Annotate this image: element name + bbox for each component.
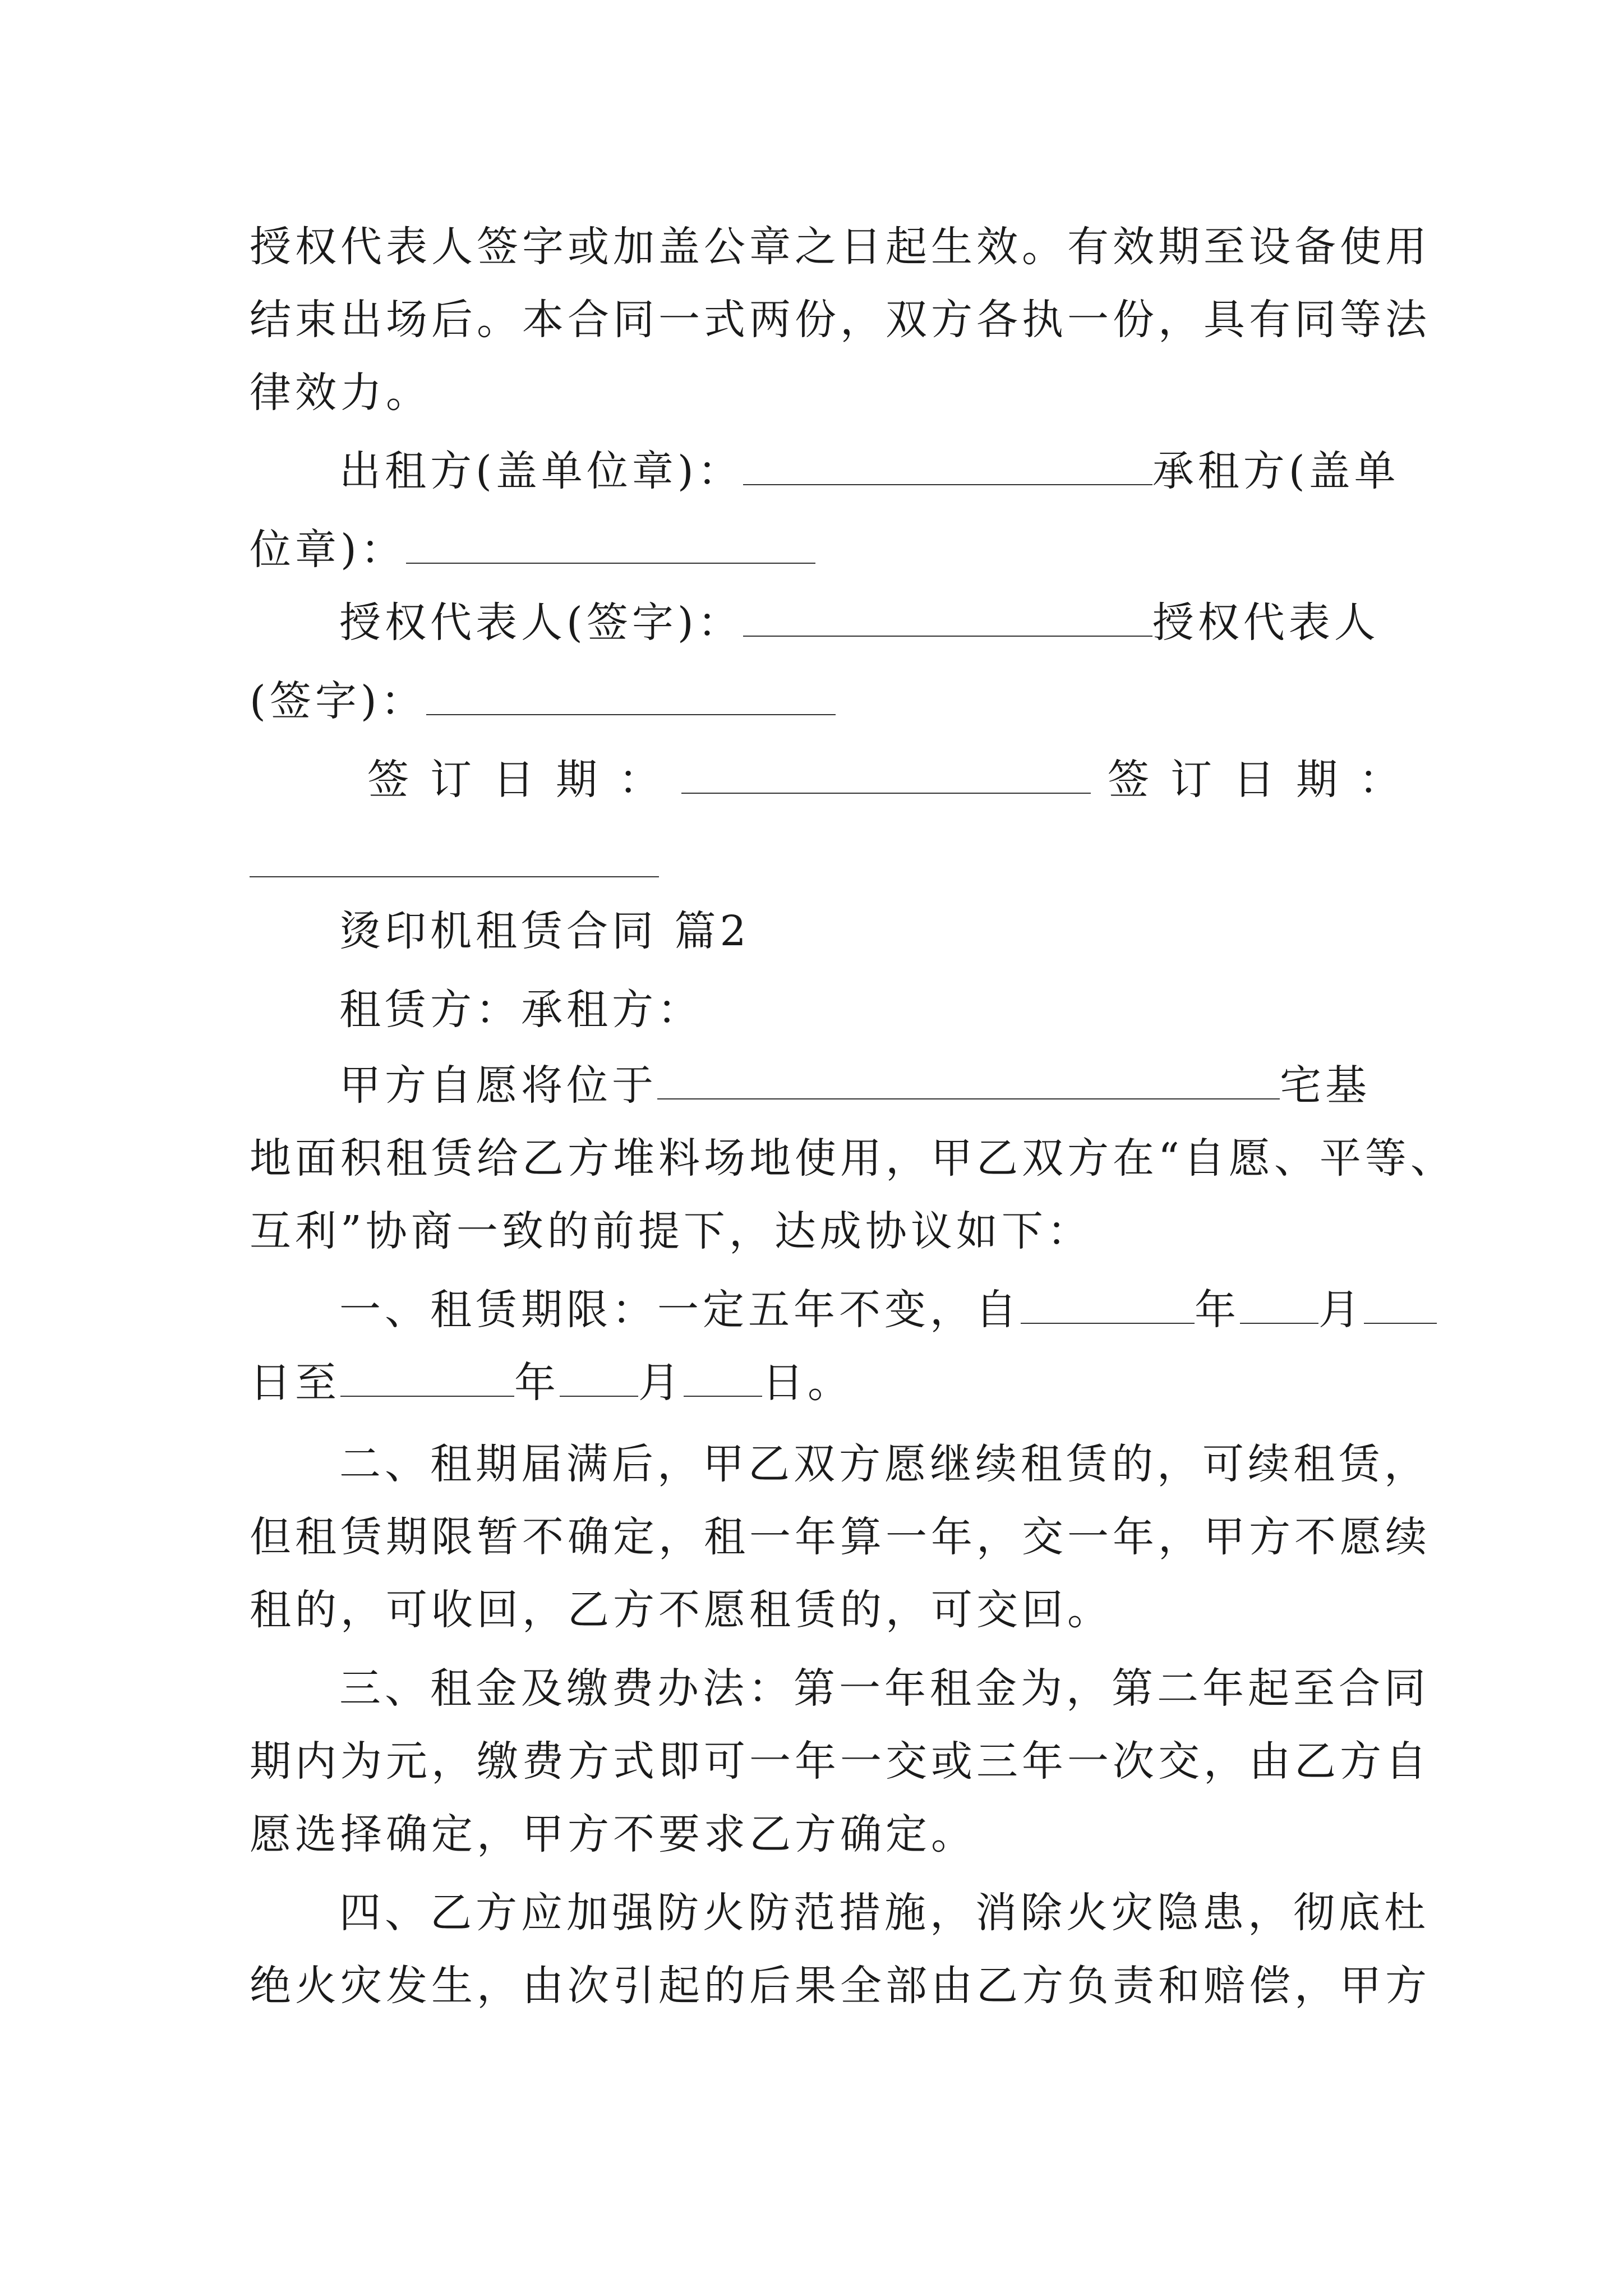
- lessee-rep-label-part2: (签字)：: [250, 677, 426, 725]
- clause-2-line-1: 二、租期届满后，甲乙双方愿继续租赁的，可续租赁，: [339, 1440, 1430, 1488]
- location-blank: [657, 1059, 1280, 1099]
- lessor-seal-blank: [743, 445, 1152, 485]
- clause-1-year2-label: 年: [514, 1359, 560, 1407]
- start-month-blank: [1240, 1283, 1318, 1324]
- intro-line-3: 互利”协商一致的前提下，达成协议如下：: [250, 1207, 1092, 1255]
- lessor-rep-row: [339, 595, 1388, 651]
- paragraph-1-line-2: 结束出场后。本合同一式两份，双方各执一份，具有同等法: [250, 296, 1431, 344]
- intro-prefix: 甲方自愿将位于: [339, 1061, 657, 1110]
- lessor-seal-row: [339, 443, 1400, 499]
- signing-date-blank-2: [250, 876, 659, 877]
- parties-line: 租赁方：承租方：: [339, 986, 703, 1034]
- signing-date-blank-1: [681, 753, 1091, 794]
- clause-3-line-3: 愿选择确定，甲方不要求乙方确定。: [250, 1810, 976, 1858]
- clause-1-year-label: 年: [1195, 1286, 1240, 1334]
- end-month-blank: [560, 1356, 638, 1397]
- clause-4-line-1: 四、乙方应加强防火防范措施，消除火灾隐患，彻底杜: [339, 1889, 1430, 1937]
- clause-1-month-label: 月: [1318, 1286, 1364, 1334]
- paragraph-1-line-3: 律效力。: [250, 369, 431, 417]
- clause-1-month2-label: 月: [638, 1359, 684, 1407]
- signing-date-label-1: 签订日期：: [367, 756, 681, 804]
- lessor-rep-label: 授权代表人(签字)：: [339, 599, 743, 647]
- lessee-seal-label-part2: 位章)：: [250, 526, 406, 574]
- clause-1-day-to: 日至: [250, 1359, 340, 1407]
- intro-line-2: 地面积租赁给乙方堆料场地使用，甲乙双方在“自愿、平等、: [250, 1134, 1456, 1182]
- lessee-rep-label-part1: 授权代表人: [1152, 599, 1380, 647]
- contract-2-title: 烫印机租赁合同 篇2: [339, 907, 750, 955]
- lessee-seal-blank: [406, 523, 815, 564]
- clause-3-line-2: 期内为元，缴费方式即可一年一交或三年一次交，由乙方自: [250, 1737, 1431, 1786]
- signing-date-row: [367, 752, 1422, 808]
- lessee-seal-label-part1: 承租方(盖单: [1152, 447, 1400, 495]
- clause-2-line-2: 但租赁期限暂不确定，租一年算一年，交一年，甲方不愿续: [250, 1513, 1431, 1561]
- clause-4-line-2: 绝火灾发生，由次引起的后果全部由乙方负责和赔偿，甲方: [250, 1962, 1431, 2010]
- lessee-seal-row: [250, 522, 1388, 578]
- lessor-seal-label: 出租方(盖单位章)：: [339, 447, 743, 495]
- signing-date-label-2: 签订日期：: [1108, 756, 1422, 804]
- end-day-blank: [684, 1356, 762, 1397]
- start-year-blank: [1021, 1283, 1195, 1324]
- clause-2-line-3: 租的，可收回，乙方不愿租赁的，可交回。: [250, 1586, 1113, 1634]
- clause-3-line-1: 三、租金及缴费办法：第一年租金为，第二年起至合同: [339, 1664, 1430, 1713]
- intro-suffix: 宅基: [1280, 1061, 1371, 1110]
- clause-1-day-end: 日。: [762, 1359, 853, 1407]
- clause-1-line-2: [250, 1355, 1388, 1411]
- end-year-blank: [340, 1356, 514, 1397]
- lessee-rep-row: [250, 673, 1388, 729]
- intro-line-1: [339, 1057, 1388, 1114]
- clause-1-prefix: 一、租赁期限：一定五年不变，自: [339, 1286, 1021, 1334]
- lessor-rep-blank: [743, 596, 1152, 637]
- lessee-rep-blank: [426, 675, 836, 715]
- paragraph-1-line-1: 授权代表人签字或加盖公章之日起生效。有效期至设备使用: [250, 223, 1431, 271]
- clause-1-line-1: [339, 1282, 1388, 1338]
- start-day-blank: [1364, 1283, 1437, 1324]
